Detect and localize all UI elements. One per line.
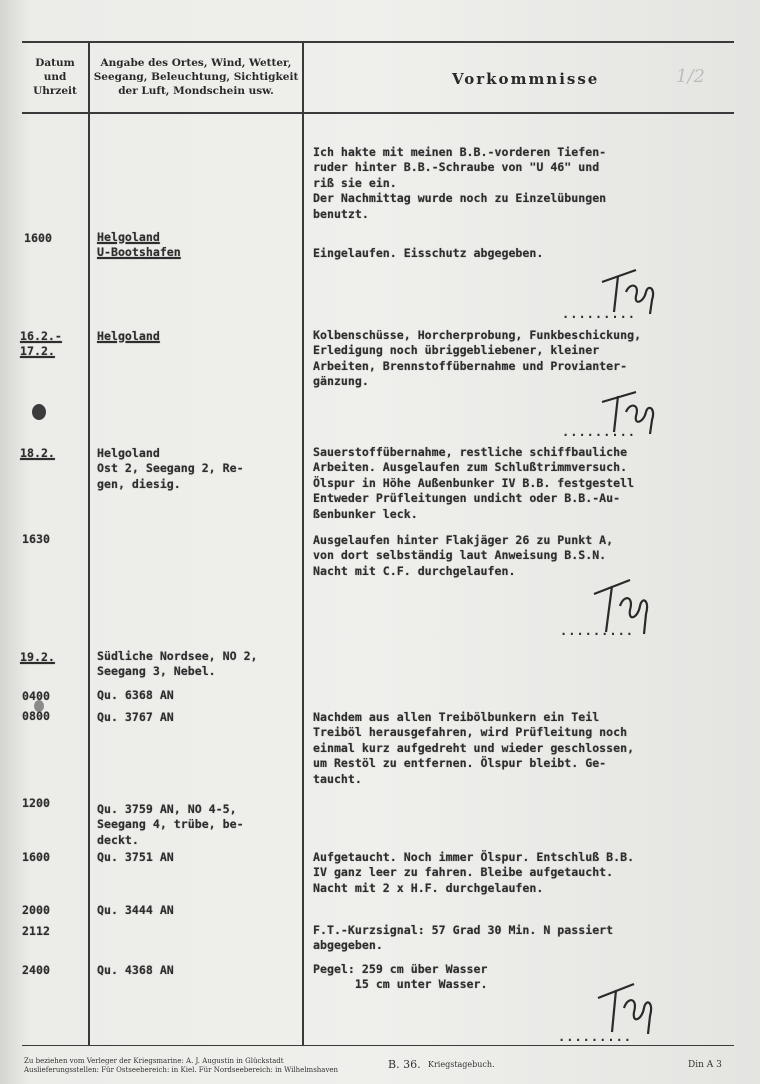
column-divider-1 bbox=[88, 41, 90, 1046]
entry-time: 1630 bbox=[22, 532, 50, 546]
header-place-weather bbox=[92, 56, 300, 98]
header-bottom-rule bbox=[22, 112, 734, 114]
entry-text: Eingelaufen. Eisschutz abgegeben. bbox=[313, 246, 544, 260]
footer-form-title: Kriegstagebuch. bbox=[428, 1060, 495, 1069]
entry-time: 2112 bbox=[22, 924, 50, 938]
entry-place: Qu. 6368 AN bbox=[97, 688, 174, 702]
entry-text: Aufgetaucht. Noch immer Ölspur. Entschluß B.B. IV ganz leer zu fahren. Bleibe aufgetaucht. Nacht mit 2 x H.F. durchgelaufen. bbox=[313, 850, 635, 895]
header-place-line2: Seegang, Beleuchtung, Sichtigkeit bbox=[93, 71, 299, 83]
entry-place: Helgoland bbox=[97, 329, 160, 343]
entry-text: Nachdem aus allen Treibölbunkern ein Teil Treiböl herausgefahren, wird Prüfleitung noch einmal kurz aufgedreht und wieder geschlossen, um Restöl zu entfernen. Ölspur bleibt. Ge- taucht. bbox=[313, 710, 635, 786]
entry-time: 1600 bbox=[24, 231, 52, 245]
column-divider-2 bbox=[302, 41, 304, 1046]
entry-place: Qu. 3751 AN bbox=[97, 850, 174, 864]
entry-time: 0800 bbox=[22, 709, 50, 723]
footer-paper-format: Din A 3 bbox=[688, 1060, 722, 1070]
footer-imprint bbox=[24, 1057, 354, 1075]
punch-hole bbox=[32, 404, 46, 420]
header-time-label: Uhrzeit bbox=[33, 85, 77, 97]
entry-text: Kolbenschüsse, Horcherprobung, Funkbeschickung, Erledigung noch übriggebliebener, kleiner Arbeiten, Brennstoffübernahme und Provianter- gänzung. bbox=[313, 328, 642, 389]
top-rule bbox=[22, 41, 734, 43]
signature-mark bbox=[596, 384, 666, 440]
entry-time: 0400 bbox=[22, 689, 50, 703]
entry-time: 1200 bbox=[22, 796, 50, 810]
signature-dots: ......... bbox=[558, 1030, 633, 1044]
entry-place: Helgoland Ost 2, Seegang 2, Re- gen, diesig. bbox=[97, 446, 244, 491]
header-place-line3: der Luft, Mondschein usw. bbox=[118, 85, 274, 97]
entry-time: 16.2.- 17.2. bbox=[20, 329, 62, 359]
corner-pencil-mark: 1/2 bbox=[676, 66, 705, 87]
entry-text: Ich hakte mit meinen B.B.-vorderen Tiefen- ruder hinter B.B.-Schraube von "U 46" und riß sie ein. Der Nachmittag wurde noch zu Einzelübungen benutzt. bbox=[313, 145, 607, 221]
entry-time: 2400 bbox=[22, 963, 50, 977]
header-place-line1: Angabe des Ortes, Wind, Wetter, bbox=[100, 57, 292, 69]
entry-place: Qu. 3444 AN bbox=[97, 903, 174, 917]
footer-imprint-line2: Auslieferungsstellen: Für Ostseebereich: in Kiel. Für Nordseebereich: in Wilhelmshaven bbox=[24, 1066, 339, 1074]
entry-text: Ausgelaufen hinter Flakjäger 26 zu Punkt A, von dort selbständig laut Anweisung B.S.N. Nacht mit C.F. durchgelaufen. bbox=[313, 533, 614, 578]
signature-mark bbox=[596, 262, 666, 322]
entry-place: Qu. 3759 AN, NO 4-5, Seegang 4, trübe, be- deckt. bbox=[97, 802, 244, 847]
entry-time: 19.2. bbox=[20, 650, 55, 664]
signature-mark bbox=[592, 976, 664, 1040]
entry-time: 1600 bbox=[22, 850, 50, 864]
entry-time: 2000 bbox=[22, 903, 50, 917]
signature-dots: ......... bbox=[562, 425, 637, 439]
header-and-label: und bbox=[43, 71, 67, 83]
header-date-time bbox=[24, 56, 86, 98]
entry-place: Qu. 3767 AN bbox=[97, 710, 174, 724]
entry-time: 18.2. bbox=[20, 446, 55, 460]
entry-place: Südliche Nordsee, NO 2, Seegang 3, Nebel. bbox=[97, 649, 258, 679]
bottom-rule bbox=[22, 1045, 734, 1046]
footer-form-number: B. 36. bbox=[388, 1058, 421, 1071]
header-events: Vorkommnisse bbox=[452, 70, 600, 88]
entry-text: F.T.-Kurzsignal: 57 Grad 30 Min. N passiert abgegeben. bbox=[313, 923, 614, 953]
signature-dots: ......... bbox=[562, 307, 637, 321]
signature-dots: ......... bbox=[560, 624, 635, 638]
entry-place: Qu. 4368 AN bbox=[97, 963, 174, 977]
signature-mark bbox=[588, 572, 660, 642]
entry-place: Helgoland U-Bootshafen bbox=[97, 230, 181, 260]
footer-imprint-line1: Zu beziehen vom Verleger der Kriegsmarine: A. J. Augustin in Glückstadt bbox=[24, 1057, 284, 1065]
header-date-label: Datum bbox=[35, 57, 75, 69]
entry-text: Pegel: 259 cm über Wasser 15 cm unter Wasser. bbox=[313, 962, 488, 992]
entry-text: Sauerstoffübernahme, restliche schiffbauliche Arbeiten. Ausgelaufen zum Schlußtrimmversuch. Ölspur in Höhe Außenbunker IV B.B. festgestell Entweder Prüfleitungen undicht oder B.B.-Au- ßenbunker leck. bbox=[313, 445, 635, 521]
